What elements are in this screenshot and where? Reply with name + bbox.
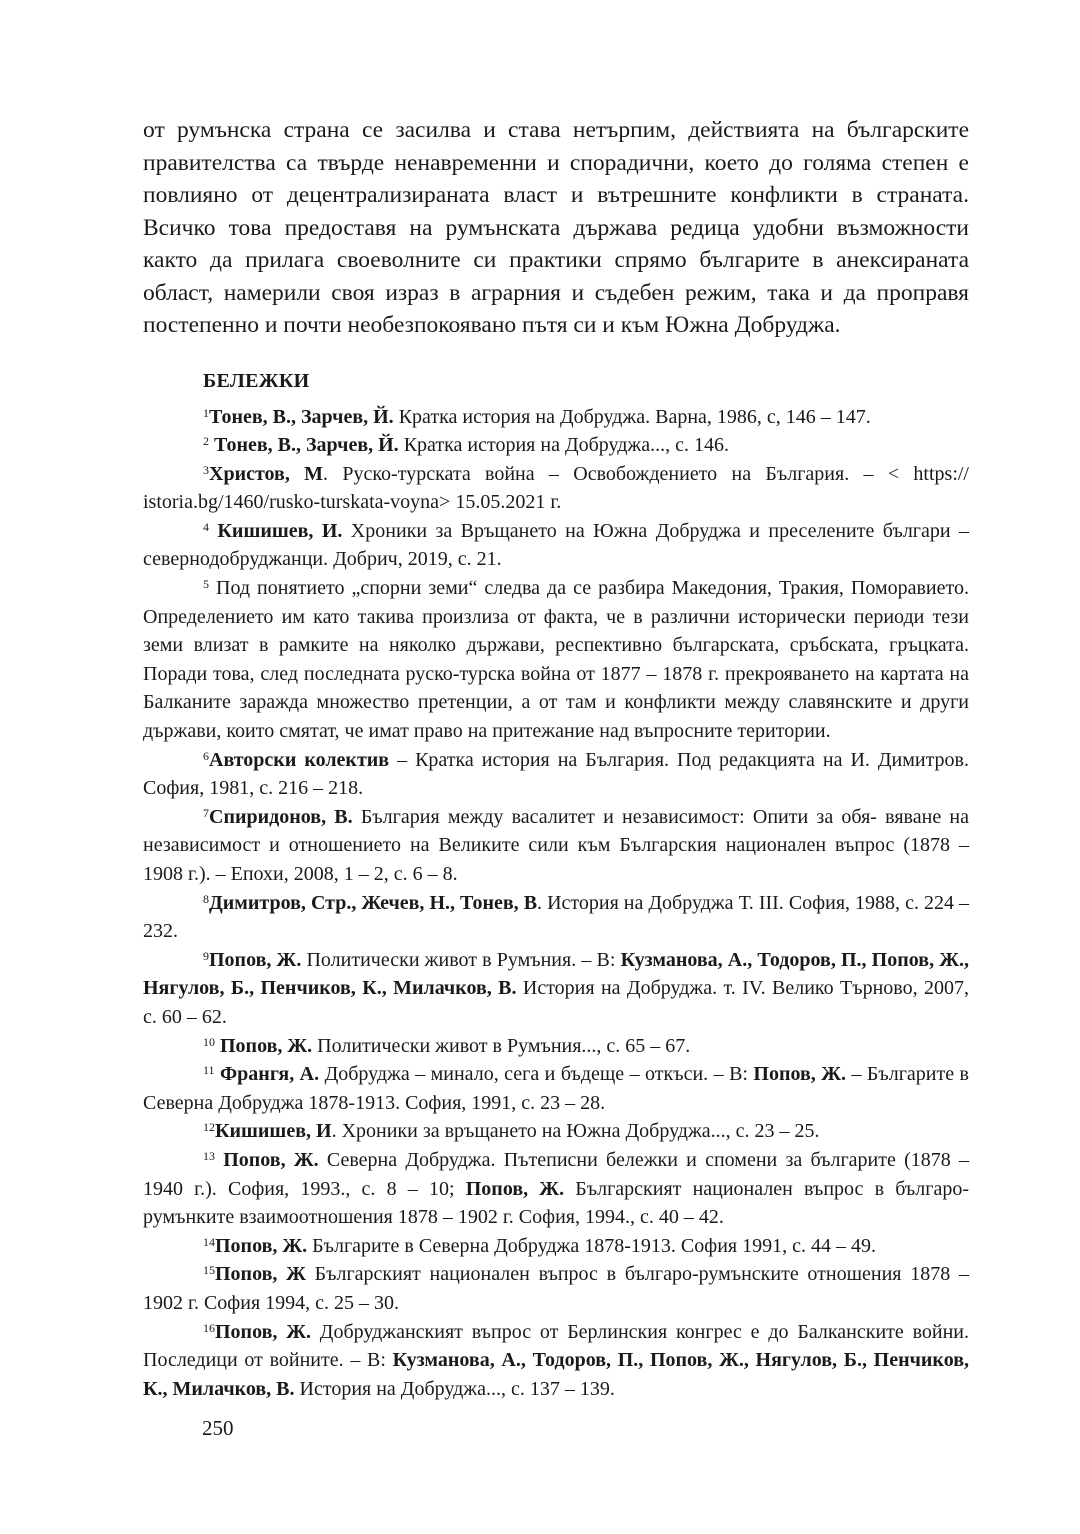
footnote-author: Димитров, Стр., Жечев, Н., Тонев, В — [209, 891, 538, 914]
footnote-text: Северна Добруджа. Пътеписни бележки и спомени за българите (1878 – 1940 г.). София, 1993., с. 8 – 10; — [143, 1148, 969, 1200]
footnote-3 — [143, 460, 969, 517]
footnote-10 — [143, 1032, 969, 1061]
footnote-number: 11 — [203, 1063, 215, 1078]
footnote-author: Попов, Ж. — [209, 948, 302, 971]
footnote-number: 12 — [203, 1120, 215, 1135]
footnote-text: Българите в Северна Добруджа 1878-1913. София 1991, с. 44 – 49. — [307, 1234, 876, 1257]
footnote-number: 4 — [203, 519, 209, 534]
footnote-14 — [143, 1232, 969, 1261]
footnote-12 — [143, 1117, 969, 1146]
footnote-5 — [143, 574, 969, 746]
footnote-4 — [143, 517, 969, 574]
footnote-text: Българският национален въпрос в българо-румънките взаимоотношения 1878 – 1902 г. София, 1994., с. 40 – 42. — [143, 1177, 969, 1229]
footnote-8 — [143, 889, 969, 946]
footnote-author: Спиридонов, В. — [209, 805, 353, 828]
footnote-text: Добруджа – минало, сега и бъдеще – откъси. – В: — [319, 1063, 754, 1086]
footnote-text: . Хроники за връщането на Южна Добруджа..., с. 23 – 25. — [331, 1120, 820, 1143]
footnote-text: Добруджанският въпрос от Берлинския конгрес е до Балканските войни. Последици от войните. – В: — [143, 1320, 969, 1372]
footnote-author: Попов, Ж. — [215, 1234, 308, 1257]
footnote-author: Попов, Ж — [215, 1263, 306, 1286]
footnote-2 — [143, 431, 969, 460]
footnote-16 — [143, 1318, 969, 1404]
footnote-text: Хроники за Връщането на Южна Добруджа и преселените българи – севернодобруджанци. Добрич, 2019, с. 21. — [143, 519, 969, 571]
footnote-author: Попов, Ж. — [753, 1063, 847, 1086]
footnote-number: 10 — [203, 1034, 215, 1049]
notes-list — [143, 403, 969, 1404]
footnote-number: 14 — [203, 1234, 215, 1249]
footnote-text: Кратка история на Добруджа. Варна, 1986, с, 146 – 147. — [393, 405, 871, 428]
footnote-6 — [143, 746, 969, 803]
footnote-author: Попов, Ж. — [215, 1034, 313, 1057]
footnote-number: 16 — [203, 1320, 215, 1335]
footnote-author: Франгя, А. — [214, 1063, 320, 1086]
footnote-number: 6 — [203, 748, 209, 763]
footnote-text: България между васалитет и независимост: Опити за обя- вяване на независимост и отношението на Великите сили към Българския национален въпрос (1878 – 1908 г.). – Епохи, 2008, 1 – 2, с. 6 – 8. — [143, 805, 969, 885]
footnote-number: 1 — [203, 405, 209, 420]
footnote-author: Кишишев, И — [215, 1120, 332, 1143]
footnote-text: История на Добруджа. т. IV. Велико Търново, 2007, с. 60 – 62. — [143, 977, 969, 1028]
footnote-text: Под понятието „спорни земи“ следва да се разбира Македония, Тракия, Поморавието. Определението им като такива произлиза от факта, че в различни исторически периоди тези земи влизат в рамките на няколко държави, респективно българската, сръбската, гръцката. Поради това, след последната руско-турска война от 1877 – 1878 г. прекрояването на картата на Балканите заражда множество претенции, а от там и конфликти между славянските и други държави, които смятат, че имат право на притежание над въпросните територии. — [143, 577, 969, 743]
footnote-number: 3 — [203, 462, 209, 477]
body-paragraph: от румънска страна се засилва и става нетърпим, действията на българските правителства са твърде ненавременни и спорадични, което до голяма степен е повлияно от децентрализираната власт и вътрешните конфликти в страната. Всичко това предоставя на румънската държава редица удобни възможности както да прилага своеволните си практики спрямо българите в анексираната област, намерили своя израз в аграрния и съдебен режим, така и да проправя постепенно и почти необезпокоявано пътя си и към Южна Добруджа. — [143, 117, 969, 338]
footnote-text: Кратка история на Добруджа..., с. 146. — [398, 434, 729, 457]
footnote-number: 2 — [203, 434, 209, 449]
footnote-author: Авторски колектив — [209, 748, 390, 771]
footnote-author: Кузманова, А., Тодоров, П., Попов, Ж., Нягулов, Б., Пенчиков, К., Милачков, В. — [143, 1349, 969, 1400]
footnote-number: 7 — [203, 805, 209, 820]
footnote-1 — [143, 403, 969, 432]
footnote-author: Попов, Ж. — [215, 1320, 311, 1343]
footnote-author: Попов, Ж. — [215, 1148, 319, 1171]
page-body — [143, 114, 969, 1403]
footnote-15 — [143, 1260, 969, 1317]
footnote-text: Политически живот в Румъния..., с. 65 – 67. — [312, 1034, 691, 1057]
footnote-author: Тонев, В., Зарчев, Й. — [209, 434, 399, 457]
footnote-7 — [143, 803, 969, 889]
footnote-number: 5 — [203, 577, 209, 592]
footnote-text: Политически живот в Румъния. – В: — [301, 948, 621, 971]
footnote-text: . Руско-турската война – Освобождението на България. – < https:// istoria.bg/1460/rusko-turskata-voyna> 15.05.2021 г. — [143, 462, 969, 514]
footnote-13 — [143, 1146, 969, 1232]
footnote-author: Кишишев, И. — [209, 519, 343, 542]
footnote-text: – Българите в Северна Добруджа 1878-1913. София, 1991, с. 23 – 28. — [143, 1063, 969, 1114]
footnote-author: Христов, М — [209, 462, 324, 485]
footnote-number: 9 — [203, 948, 209, 963]
footnote-9 — [143, 946, 969, 1032]
footnote-author: Кузманова, А., Тодоров, П., Попов, Ж., Нягулов, Б., Пенчиков, К., Милачков, В. — [143, 948, 969, 1000]
footnote-number: 13 — [203, 1148, 215, 1163]
notes-heading: БЕЛЕЖКИ — [203, 369, 310, 392]
footnote-11 — [143, 1060, 969, 1117]
footnote-number: 8 — [203, 891, 209, 906]
footnote-author: Попов, Ж. — [465, 1177, 565, 1200]
footnote-text: Българският национален въпрос в българо-румънските отношения 1878 – 1902 г. София 1994, с. 25 – 30. — [143, 1263, 969, 1314]
footnote-text: – Кратка история на България. Под редакцията на И. Димитров. София, 1981, с. 216 – 218. — [143, 748, 970, 800]
page-number: 250 — [202, 1416, 234, 1440]
footnote-author: Тонев, В., Зарчев, Й. — [209, 405, 394, 428]
footnote-text: История на Добруджа..., с. 137 – 139. — [294, 1377, 615, 1400]
footnote-number: 15 — [203, 1263, 215, 1278]
footnote-text: . История на Добруджа Т. III. София, 1988, с. 224 – 232. — [143, 891, 969, 943]
